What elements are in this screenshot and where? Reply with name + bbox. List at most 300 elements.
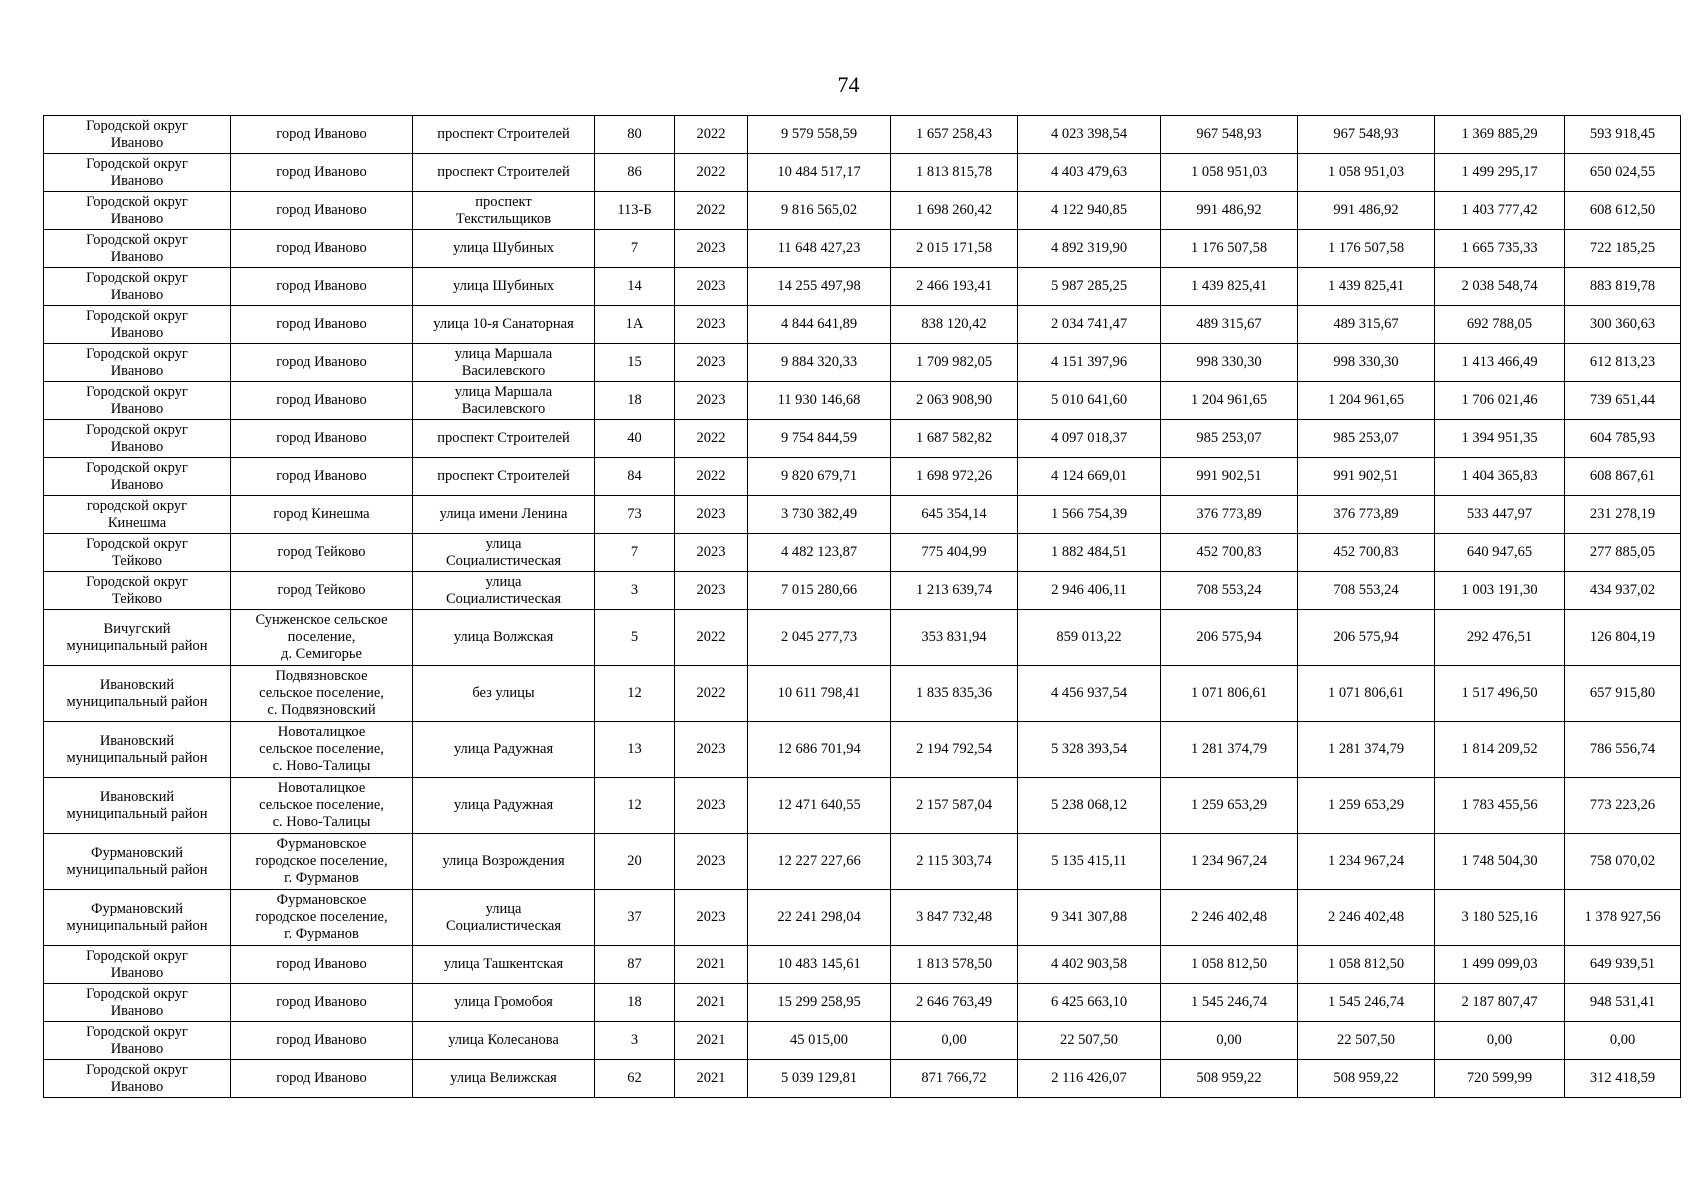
cell-cost-part-3: 1 545 246,74 xyxy=(1161,984,1298,1022)
cell-municipality: Ивановский муниципальный район xyxy=(44,722,231,778)
cell-cost-part-4: 2 246 402,48 xyxy=(1298,890,1435,946)
cell-municipality: Городской округ Иваново xyxy=(44,420,231,458)
cell-house-number: 13 xyxy=(595,722,675,778)
cell-cost-part-1: 1 698 260,42 xyxy=(891,192,1018,230)
cell-settlement: город Иваново xyxy=(231,1060,413,1098)
cell-house-number: 87 xyxy=(595,946,675,984)
cell-settlement: Новоталицкое сельское поселение, с. Ново-Талицы xyxy=(231,722,413,778)
cell-cost-part-5: 0,00 xyxy=(1435,1022,1565,1060)
cell-cost-part-2: 4 124 669,01 xyxy=(1018,458,1161,496)
cell-cost-part-2: 2 116 426,07 xyxy=(1018,1060,1161,1098)
cell-cost-part-1: 1 813 815,78 xyxy=(891,154,1018,192)
cell-cost-part-4: 991 486,92 xyxy=(1298,192,1435,230)
cell-cost-part-2: 5 010 641,60 xyxy=(1018,382,1161,420)
cell-cost-part-5: 1 706 021,46 xyxy=(1435,382,1565,420)
cell-cost-part-2: 5 135 415,11 xyxy=(1018,834,1161,890)
cell-cost-part-3: 1 259 653,29 xyxy=(1161,778,1298,834)
cell-year: 2022 xyxy=(675,154,748,192)
cell-total-cost: 10 483 145,61 xyxy=(748,946,891,984)
cell-settlement: город Иваново xyxy=(231,154,413,192)
cell-total-cost: 11 648 427,23 xyxy=(748,230,891,268)
cell-cost-part-5: 1 003 191,30 xyxy=(1435,572,1565,610)
cell-cost-part-6: 604 785,93 xyxy=(1565,420,1681,458)
cell-cost-part-1: 3 847 732,48 xyxy=(891,890,1018,946)
cell-cost-part-4: 22 507,50 xyxy=(1298,1022,1435,1060)
cell-cost-part-2: 4 097 018,37 xyxy=(1018,420,1161,458)
cell-cost-part-6: 650 024,55 xyxy=(1565,154,1681,192)
cell-street: улица 10-я Санаторная xyxy=(413,306,595,344)
cell-municipality: Городской округ Иваново xyxy=(44,154,231,192)
cell-cost-part-1: 2 063 908,90 xyxy=(891,382,1018,420)
cell-house-number: 113-Б xyxy=(595,192,675,230)
cell-cost-part-5: 720 599,99 xyxy=(1435,1060,1565,1098)
cell-settlement: город Иваново xyxy=(231,192,413,230)
cell-cost-part-3: 2 246 402,48 xyxy=(1161,890,1298,946)
cell-cost-part-3: 489 315,67 xyxy=(1161,306,1298,344)
cell-cost-part-4: 1 058 951,03 xyxy=(1298,154,1435,192)
cell-cost-part-2: 859 013,22 xyxy=(1018,610,1161,666)
cell-cost-part-5: 692 788,05 xyxy=(1435,306,1565,344)
cell-cost-part-4: 1 439 825,41 xyxy=(1298,268,1435,306)
cell-cost-part-5: 1 665 735,33 xyxy=(1435,230,1565,268)
cell-cost-part-4: 1 071 806,61 xyxy=(1298,666,1435,722)
cell-house-number: 73 xyxy=(595,496,675,534)
cell-municipality: городской округ Кинешма xyxy=(44,496,231,534)
cell-cost-part-4: 998 330,30 xyxy=(1298,344,1435,382)
cell-settlement: Фурмановское городское поселение, г. Фурманов xyxy=(231,890,413,946)
cell-cost-part-5: 533 447,97 xyxy=(1435,496,1565,534)
cell-total-cost: 12 686 701,94 xyxy=(748,722,891,778)
cell-total-cost: 10 484 517,17 xyxy=(748,154,891,192)
cell-year: 2023 xyxy=(675,268,748,306)
cell-total-cost: 9 820 679,71 xyxy=(748,458,891,496)
cell-cost-part-1: 1 813 578,50 xyxy=(891,946,1018,984)
cell-cost-part-2: 1 882 484,51 xyxy=(1018,534,1161,572)
cell-year: 2023 xyxy=(675,344,748,382)
table-row xyxy=(44,192,1681,230)
cell-total-cost: 10 611 798,41 xyxy=(748,666,891,722)
cell-street: улица Велижская xyxy=(413,1060,595,1098)
cell-total-cost: 9 579 558,59 xyxy=(748,116,891,154)
cell-cost-part-4: 708 553,24 xyxy=(1298,572,1435,610)
cell-year: 2023 xyxy=(675,834,748,890)
cell-cost-part-1: 775 404,99 xyxy=(891,534,1018,572)
cell-cost-part-5: 1 499 295,17 xyxy=(1435,154,1565,192)
table-row xyxy=(44,778,1681,834)
cell-municipality: Городской округ Тейково xyxy=(44,572,231,610)
cell-cost-part-3: 967 548,93 xyxy=(1161,116,1298,154)
cell-cost-part-2: 4 456 937,54 xyxy=(1018,666,1161,722)
cell-cost-part-3: 1 281 374,79 xyxy=(1161,722,1298,778)
cell-year: 2022 xyxy=(675,192,748,230)
cell-municipality: Городской округ Иваново xyxy=(44,268,231,306)
cell-house-number: 84 xyxy=(595,458,675,496)
cell-cost-part-5: 1 369 885,29 xyxy=(1435,116,1565,154)
cell-cost-part-6: 739 651,44 xyxy=(1565,382,1681,420)
cell-total-cost: 22 241 298,04 xyxy=(748,890,891,946)
table-row xyxy=(44,420,1681,458)
cell-street: улица Шубиных xyxy=(413,230,595,268)
cell-cost-part-3: 1 439 825,41 xyxy=(1161,268,1298,306)
table-row xyxy=(44,344,1681,382)
cell-cost-part-6: 593 918,45 xyxy=(1565,116,1681,154)
cell-year: 2023 xyxy=(675,778,748,834)
cell-total-cost: 14 255 497,98 xyxy=(748,268,891,306)
cell-cost-part-3: 1 058 951,03 xyxy=(1161,154,1298,192)
cell-house-number: 80 xyxy=(595,116,675,154)
cell-cost-part-2: 5 238 068,12 xyxy=(1018,778,1161,834)
table-row xyxy=(44,610,1681,666)
cell-cost-part-3: 1 058 812,50 xyxy=(1161,946,1298,984)
cell-cost-part-6: 758 070,02 xyxy=(1565,834,1681,890)
cell-year: 2023 xyxy=(675,890,748,946)
cell-municipality: Городской округ Иваново xyxy=(44,1022,231,1060)
cell-cost-part-2: 6 425 663,10 xyxy=(1018,984,1161,1022)
cell-municipality: Городской округ Иваново xyxy=(44,382,231,420)
cell-cost-part-1: 2 646 763,49 xyxy=(891,984,1018,1022)
cell-house-number: 86 xyxy=(595,154,675,192)
cell-year: 2023 xyxy=(675,572,748,610)
cell-house-number: 62 xyxy=(595,1060,675,1098)
cell-cost-part-3: 991 486,92 xyxy=(1161,192,1298,230)
cell-street: улица Социалистическая xyxy=(413,572,595,610)
cell-settlement: Новоталицкое сельское поселение, с. Ново-Талицы xyxy=(231,778,413,834)
cell-cost-part-4: 206 575,94 xyxy=(1298,610,1435,666)
cell-settlement: город Иваново xyxy=(231,1022,413,1060)
cell-total-cost: 45 015,00 xyxy=(748,1022,891,1060)
cell-cost-part-6: 786 556,74 xyxy=(1565,722,1681,778)
cell-cost-part-4: 452 700,83 xyxy=(1298,534,1435,572)
cell-cost-part-4: 489 315,67 xyxy=(1298,306,1435,344)
cell-cost-part-2: 2 946 406,11 xyxy=(1018,572,1161,610)
table-row xyxy=(44,116,1681,154)
cell-cost-part-5: 1 394 951,35 xyxy=(1435,420,1565,458)
cell-cost-part-4: 1 545 246,74 xyxy=(1298,984,1435,1022)
cell-cost-part-1: 871 766,72 xyxy=(891,1060,1018,1098)
cell-cost-part-2: 5 328 393,54 xyxy=(1018,722,1161,778)
cell-cost-part-3: 376 773,89 xyxy=(1161,496,1298,534)
cell-cost-part-4: 1 176 507,58 xyxy=(1298,230,1435,268)
cell-house-number: 12 xyxy=(595,778,675,834)
cell-house-number: 3 xyxy=(595,1022,675,1060)
cell-cost-part-5: 1 748 504,30 xyxy=(1435,834,1565,890)
cell-cost-part-4: 991 902,51 xyxy=(1298,458,1435,496)
cell-total-cost: 9 754 844,59 xyxy=(748,420,891,458)
cell-cost-part-6: 773 223,26 xyxy=(1565,778,1681,834)
table-row xyxy=(44,834,1681,890)
cell-total-cost: 9 884 320,33 xyxy=(748,344,891,382)
cell-house-number: 40 xyxy=(595,420,675,458)
cell-cost-part-5: 1 517 496,50 xyxy=(1435,666,1565,722)
cell-cost-part-5: 1 403 777,42 xyxy=(1435,192,1565,230)
cell-cost-part-6: 883 819,78 xyxy=(1565,268,1681,306)
cell-cost-part-5: 292 476,51 xyxy=(1435,610,1565,666)
cell-total-cost: 2 045 277,73 xyxy=(748,610,891,666)
cell-cost-part-2: 2 034 741,47 xyxy=(1018,306,1161,344)
cell-cost-part-2: 4 122 940,85 xyxy=(1018,192,1161,230)
cell-cost-part-4: 1 204 961,65 xyxy=(1298,382,1435,420)
cell-cost-part-2: 9 341 307,88 xyxy=(1018,890,1161,946)
cell-year: 2022 xyxy=(675,610,748,666)
cell-municipality: Городской округ Иваново xyxy=(44,306,231,344)
cell-municipality: Городской округ Иваново xyxy=(44,1060,231,1098)
cell-cost-part-5: 3 180 525,16 xyxy=(1435,890,1565,946)
cell-cost-part-1: 2 157 587,04 xyxy=(891,778,1018,834)
cell-cost-part-1: 353 831,94 xyxy=(891,610,1018,666)
cell-total-cost: 15 299 258,95 xyxy=(748,984,891,1022)
cell-cost-part-6: 608 612,50 xyxy=(1565,192,1681,230)
table-row xyxy=(44,666,1681,722)
cell-cost-part-6: 312 418,59 xyxy=(1565,1060,1681,1098)
cell-cost-part-3: 708 553,24 xyxy=(1161,572,1298,610)
cell-cost-part-6: 277 885,05 xyxy=(1565,534,1681,572)
cell-settlement: город Иваново xyxy=(231,382,413,420)
page-number: 74 xyxy=(837,72,860,97)
cell-total-cost: 4 482 123,87 xyxy=(748,534,891,572)
cell-total-cost: 4 844 641,89 xyxy=(748,306,891,344)
table-row xyxy=(44,268,1681,306)
cell-cost-part-6: 126 804,19 xyxy=(1565,610,1681,666)
table-row xyxy=(44,382,1681,420)
cell-year: 2023 xyxy=(675,306,748,344)
table-row xyxy=(44,306,1681,344)
cell-street: проспект Строителей xyxy=(413,116,595,154)
cell-cost-part-1: 838 120,42 xyxy=(891,306,1018,344)
cell-street: без улицы xyxy=(413,666,595,722)
cell-cost-part-2: 4 403 479,63 xyxy=(1018,154,1161,192)
cell-settlement: город Тейково xyxy=(231,572,413,610)
cell-cost-part-5: 1 814 209,52 xyxy=(1435,722,1565,778)
cell-cost-part-3: 985 253,07 xyxy=(1161,420,1298,458)
cell-year: 2022 xyxy=(675,420,748,458)
cell-cost-part-4: 376 773,89 xyxy=(1298,496,1435,534)
cell-street: улица Колесанова xyxy=(413,1022,595,1060)
table-row xyxy=(44,572,1681,610)
cell-cost-part-4: 508 959,22 xyxy=(1298,1060,1435,1098)
cell-total-cost: 3 730 382,49 xyxy=(748,496,891,534)
cell-cost-part-6: 657 915,80 xyxy=(1565,666,1681,722)
cell-year: 2023 xyxy=(675,722,748,778)
cell-cost-part-1: 1 709 982,05 xyxy=(891,344,1018,382)
cell-cost-part-3: 998 330,30 xyxy=(1161,344,1298,382)
cell-street: улица Маршала Василевского xyxy=(413,344,595,382)
cell-cost-part-1: 1 687 582,82 xyxy=(891,420,1018,458)
table-row xyxy=(44,534,1681,572)
cell-cost-part-1: 645 354,14 xyxy=(891,496,1018,534)
cell-house-number: 18 xyxy=(595,382,675,420)
cell-house-number: 20 xyxy=(595,834,675,890)
cell-settlement: город Иваново xyxy=(231,116,413,154)
cell-municipality: Ивановский муниципальный район xyxy=(44,778,231,834)
cell-house-number: 1А xyxy=(595,306,675,344)
cell-house-number: 5 xyxy=(595,610,675,666)
cell-cost-part-2: 4 023 398,54 xyxy=(1018,116,1161,154)
cell-cost-part-1: 1 657 258,43 xyxy=(891,116,1018,154)
table-row xyxy=(44,1022,1681,1060)
cell-year: 2021 xyxy=(675,984,748,1022)
cell-municipality: Городской округ Иваново xyxy=(44,230,231,268)
cell-cost-part-4: 985 253,07 xyxy=(1298,420,1435,458)
cell-cost-part-4: 1 281 374,79 xyxy=(1298,722,1435,778)
cell-house-number: 14 xyxy=(595,268,675,306)
cell-cost-part-6: 722 185,25 xyxy=(1565,230,1681,268)
cell-cost-part-2: 4 402 903,58 xyxy=(1018,946,1161,984)
cell-cost-part-4: 1 259 653,29 xyxy=(1298,778,1435,834)
cell-municipality: Городской округ Тейково xyxy=(44,534,231,572)
cell-municipality: Фурмановский муниципальный район xyxy=(44,834,231,890)
table-row xyxy=(44,890,1681,946)
cell-total-cost: 5 039 129,81 xyxy=(748,1060,891,1098)
cell-settlement: город Иваново xyxy=(231,344,413,382)
cell-cost-part-6: 1 378 927,56 xyxy=(1565,890,1681,946)
cell-street: улица Радужная xyxy=(413,778,595,834)
cell-settlement: город Иваново xyxy=(231,458,413,496)
cell-settlement: город Иваново xyxy=(231,420,413,458)
cell-settlement: город Иваново xyxy=(231,306,413,344)
cell-year: 2023 xyxy=(675,534,748,572)
table-row xyxy=(44,946,1681,984)
cell-settlement: город Иваново xyxy=(231,946,413,984)
table-row xyxy=(44,984,1681,1022)
cell-cost-part-3: 1 071 806,61 xyxy=(1161,666,1298,722)
cell-cost-part-2: 4 892 319,90 xyxy=(1018,230,1161,268)
cell-settlement: город Иваново xyxy=(231,984,413,1022)
cell-year: 2021 xyxy=(675,1022,748,1060)
cell-cost-part-6: 0,00 xyxy=(1565,1022,1681,1060)
cell-cost-part-5: 1 404 365,83 xyxy=(1435,458,1565,496)
cell-year: 2021 xyxy=(675,946,748,984)
cell-cost-part-3: 991 902,51 xyxy=(1161,458,1298,496)
cell-municipality: Городской округ Иваново xyxy=(44,192,231,230)
cell-cost-part-2: 4 151 397,96 xyxy=(1018,344,1161,382)
cell-cost-part-3: 452 700,83 xyxy=(1161,534,1298,572)
cell-cost-part-6: 434 937,02 xyxy=(1565,572,1681,610)
cell-street: проспект Строителей xyxy=(413,458,595,496)
cell-cost-part-3: 1 234 967,24 xyxy=(1161,834,1298,890)
cell-total-cost: 7 015 280,66 xyxy=(748,572,891,610)
cell-municipality: Фурмановский муниципальный район xyxy=(44,890,231,946)
cell-street: проспект Строителей xyxy=(413,420,595,458)
cell-house-number: 7 xyxy=(595,534,675,572)
cell-settlement: Подвязновское сельское поселение, с. Подвязновский xyxy=(231,666,413,722)
cell-cost-part-5: 2 038 548,74 xyxy=(1435,268,1565,306)
cell-total-cost: 12 227 227,66 xyxy=(748,834,891,890)
cell-municipality: Ивановский муниципальный район xyxy=(44,666,231,722)
cell-cost-part-4: 1 234 967,24 xyxy=(1298,834,1435,890)
cell-cost-part-1: 0,00 xyxy=(891,1022,1018,1060)
cell-year: 2022 xyxy=(675,116,748,154)
cell-cost-part-3: 206 575,94 xyxy=(1161,610,1298,666)
cell-municipality: Городской округ Иваново xyxy=(44,984,231,1022)
cell-total-cost: 11 930 146,68 xyxy=(748,382,891,420)
cell-settlement: Сунженское сельское поселение, д. Семигорье xyxy=(231,610,413,666)
cell-street: улица Маршала Василевского xyxy=(413,382,595,420)
cell-cost-part-5: 1 783 455,56 xyxy=(1435,778,1565,834)
cell-year: 2023 xyxy=(675,230,748,268)
table-row xyxy=(44,230,1681,268)
table-row xyxy=(44,1060,1681,1098)
cell-house-number: 12 xyxy=(595,666,675,722)
cell-cost-part-1: 2 015 171,58 xyxy=(891,230,1018,268)
cell-cost-part-2: 1 566 754,39 xyxy=(1018,496,1161,534)
cell-settlement: город Кинешма xyxy=(231,496,413,534)
cell-municipality: Городской округ Иваново xyxy=(44,116,231,154)
cell-year: 2022 xyxy=(675,458,748,496)
cell-cost-part-5: 2 187 807,47 xyxy=(1435,984,1565,1022)
cell-house-number: 15 xyxy=(595,344,675,382)
cell-street: улица Шубиных xyxy=(413,268,595,306)
table-body xyxy=(44,116,1681,1098)
cell-street: улица Волжская xyxy=(413,610,595,666)
cell-cost-part-1: 1 698 972,26 xyxy=(891,458,1018,496)
cell-settlement: Фурмановское городское поселение, г. Фурманов xyxy=(231,834,413,890)
cell-municipality: Вичугский муниципальный район xyxy=(44,610,231,666)
cell-settlement: город Тейково xyxy=(231,534,413,572)
cell-street: улица имени Ленина xyxy=(413,496,595,534)
cell-cost-part-2: 22 507,50 xyxy=(1018,1022,1161,1060)
data-table xyxy=(43,115,1681,1098)
cell-house-number: 7 xyxy=(595,230,675,268)
cell-total-cost: 9 816 565,02 xyxy=(748,192,891,230)
cell-cost-part-6: 608 867,61 xyxy=(1565,458,1681,496)
table-row xyxy=(44,496,1681,534)
cell-street: улица Возрождения xyxy=(413,834,595,890)
cell-municipality: Городской округ Иваново xyxy=(44,946,231,984)
cell-year: 2023 xyxy=(675,496,748,534)
cell-year: 2022 xyxy=(675,666,748,722)
cell-house-number: 18 xyxy=(595,984,675,1022)
cell-cost-part-6: 300 360,63 xyxy=(1565,306,1681,344)
cell-street: проспект Строителей xyxy=(413,154,595,192)
cell-house-number: 37 xyxy=(595,890,675,946)
cell-cost-part-6: 231 278,19 xyxy=(1565,496,1681,534)
cell-cost-part-1: 2 466 193,41 xyxy=(891,268,1018,306)
cell-cost-part-1: 1 213 639,74 xyxy=(891,572,1018,610)
cell-cost-part-3: 1 176 507,58 xyxy=(1161,230,1298,268)
cell-cost-part-1: 2 194 792,54 xyxy=(891,722,1018,778)
cell-cost-part-5: 1 413 466,49 xyxy=(1435,344,1565,382)
cell-cost-part-6: 649 939,51 xyxy=(1565,946,1681,984)
table-row xyxy=(44,458,1681,496)
cell-cost-part-3: 1 204 961,65 xyxy=(1161,382,1298,420)
cell-cost-part-2: 5 987 285,25 xyxy=(1018,268,1161,306)
cell-municipality: Городской округ Иваново xyxy=(44,458,231,496)
cell-cost-part-1: 1 835 835,36 xyxy=(891,666,1018,722)
cell-cost-part-6: 948 531,41 xyxy=(1565,984,1681,1022)
table-row xyxy=(44,154,1681,192)
cell-cost-part-3: 508 959,22 xyxy=(1161,1060,1298,1098)
cell-street: улица Ташкентская xyxy=(413,946,595,984)
cell-street: улица Социалистическая xyxy=(413,890,595,946)
cell-year: 2021 xyxy=(675,1060,748,1098)
cell-cost-part-4: 967 548,93 xyxy=(1298,116,1435,154)
cell-total-cost: 12 471 640,55 xyxy=(748,778,891,834)
cell-cost-part-3: 0,00 xyxy=(1161,1022,1298,1060)
cell-cost-part-5: 640 947,65 xyxy=(1435,534,1565,572)
cell-cost-part-6: 612 813,23 xyxy=(1565,344,1681,382)
cell-street: улица Радужная xyxy=(413,722,595,778)
cell-settlement: город Иваново xyxy=(231,230,413,268)
cell-year: 2023 xyxy=(675,382,748,420)
cell-cost-part-4: 1 058 812,50 xyxy=(1298,946,1435,984)
table-row xyxy=(44,722,1681,778)
cell-street: проспект Текстильщиков xyxy=(413,192,595,230)
cell-house-number: 3 xyxy=(595,572,675,610)
cell-cost-part-1: 2 115 303,74 xyxy=(891,834,1018,890)
cell-street: улица Социалистическая xyxy=(413,534,595,572)
cell-municipality: Городской округ Иваново xyxy=(44,344,231,382)
cell-street: улица Громобоя xyxy=(413,984,595,1022)
